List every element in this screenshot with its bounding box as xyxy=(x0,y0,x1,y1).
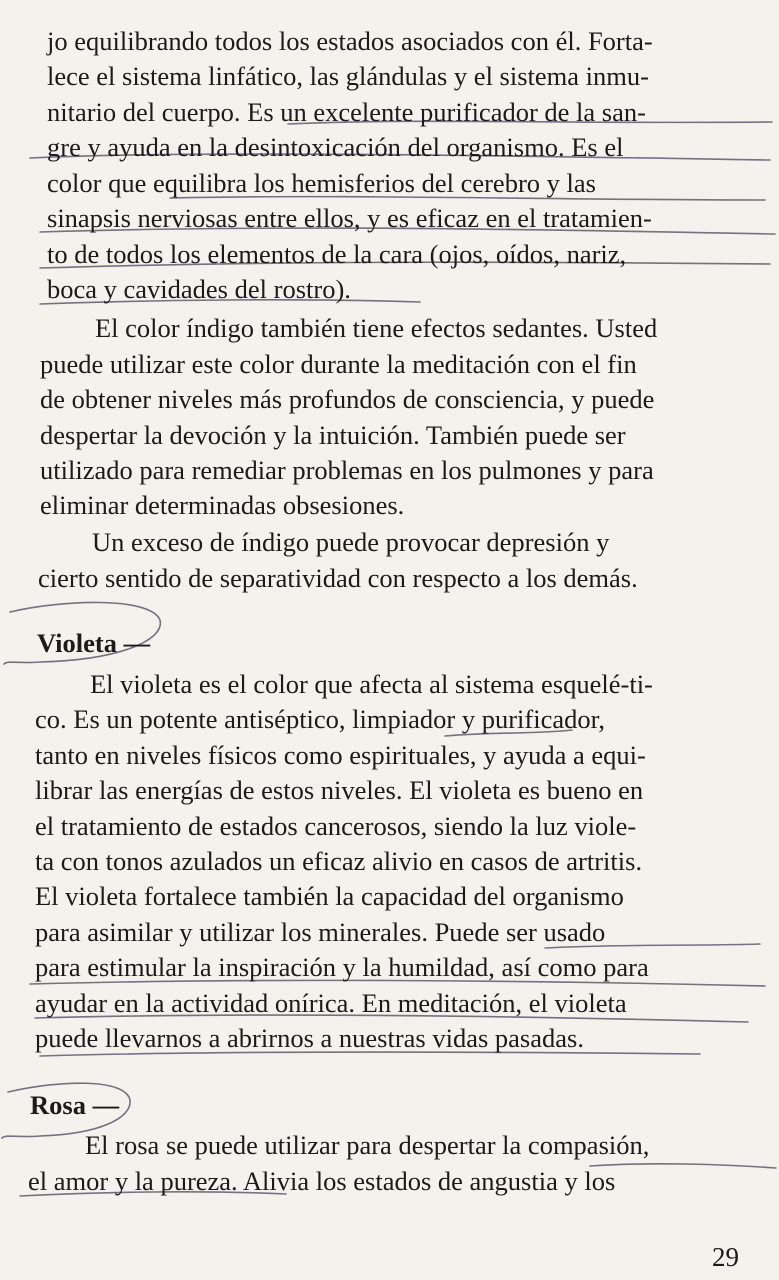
text-line: to de todos los elementos de la cara (ojos, oídos, nariz, xyxy=(47,239,627,269)
section-heading-violeta: Violeta — xyxy=(37,628,151,658)
text-line: puede llevarnos a abrirnos a nuestras vidas pasadas. xyxy=(35,1023,584,1053)
text-line: el tratamiento de estados cancerosos, siendo la luz viole- xyxy=(35,811,637,841)
text-line: puede utilizar este color durante la meditación con el fin xyxy=(40,349,637,379)
text-line: color que equilibra los hemisferios del cerebro y las xyxy=(47,168,596,198)
text-line: de obtener niveles más profundos de consciencia, y puede xyxy=(40,384,655,414)
section-heading-rosa: Rosa — xyxy=(30,1090,120,1120)
text-line: Un exceso de índigo puede provocar depresión y xyxy=(92,527,610,557)
page-number: 29 xyxy=(712,1242,739,1272)
text-line: librar las energías de estos niveles. El violeta es bueno en xyxy=(35,775,644,805)
text-line: para asimilar y utilizar los minerales. Puede ser usado xyxy=(35,917,606,947)
text-line: cierto sentido de separatividad con respecto a los demás. xyxy=(38,563,638,593)
text-line: ayudar en la actividad onírica. En meditación, el violeta xyxy=(35,988,627,1018)
text-line: el amor y la pureza. Alivia los estados de angustia y los xyxy=(28,1166,616,1196)
text-line: El color índigo también tiene efectos sedantes. Usted xyxy=(95,313,658,343)
text-line: jo equilibrando todos los estados asociados con él. Forta- xyxy=(47,26,653,56)
underline-mark xyxy=(590,1164,776,1168)
text-line: El violeta es el color que afecta al sistema esquelé-ti- xyxy=(90,669,653,699)
text-line: despertar la devoción y la intuición. También puede ser xyxy=(40,420,626,450)
text-line: utilizado para remediar problemas en los pulmones y para xyxy=(40,455,654,485)
text-line: tanto en niveles físicos como espirituales, y ayuda a equi- xyxy=(35,740,646,770)
text-line: El rosa se puede utilizar para despertar la compasión, xyxy=(85,1130,650,1160)
text-line: gre y ayuda en la desintoxicación del organismo. Es el xyxy=(47,132,624,162)
text-line: para estimular la inspiración y la humildad, así como para xyxy=(35,952,649,982)
text-line: boca y cavidades del rostro). xyxy=(47,274,351,304)
text-line: nitario del cuerpo. Es un excelente purificador de la san- xyxy=(47,97,646,127)
text-line: ta con tonos azulados un eficaz alivio en casos de artritis. xyxy=(35,846,643,876)
text-line: eliminar determinadas obsesiones. xyxy=(40,490,405,520)
text-line: lece el sistema linfático, las glándulas y el sistema inmu- xyxy=(47,61,649,91)
text-line: co. Es un potente antiséptico, limpiador y purificador, xyxy=(35,704,606,734)
text-line: El violeta fortalece también la capacidad del organismo xyxy=(35,881,624,911)
text-line: sinapsis nerviosas entre ellos, y es eficaz en el tratamien- xyxy=(47,203,652,233)
